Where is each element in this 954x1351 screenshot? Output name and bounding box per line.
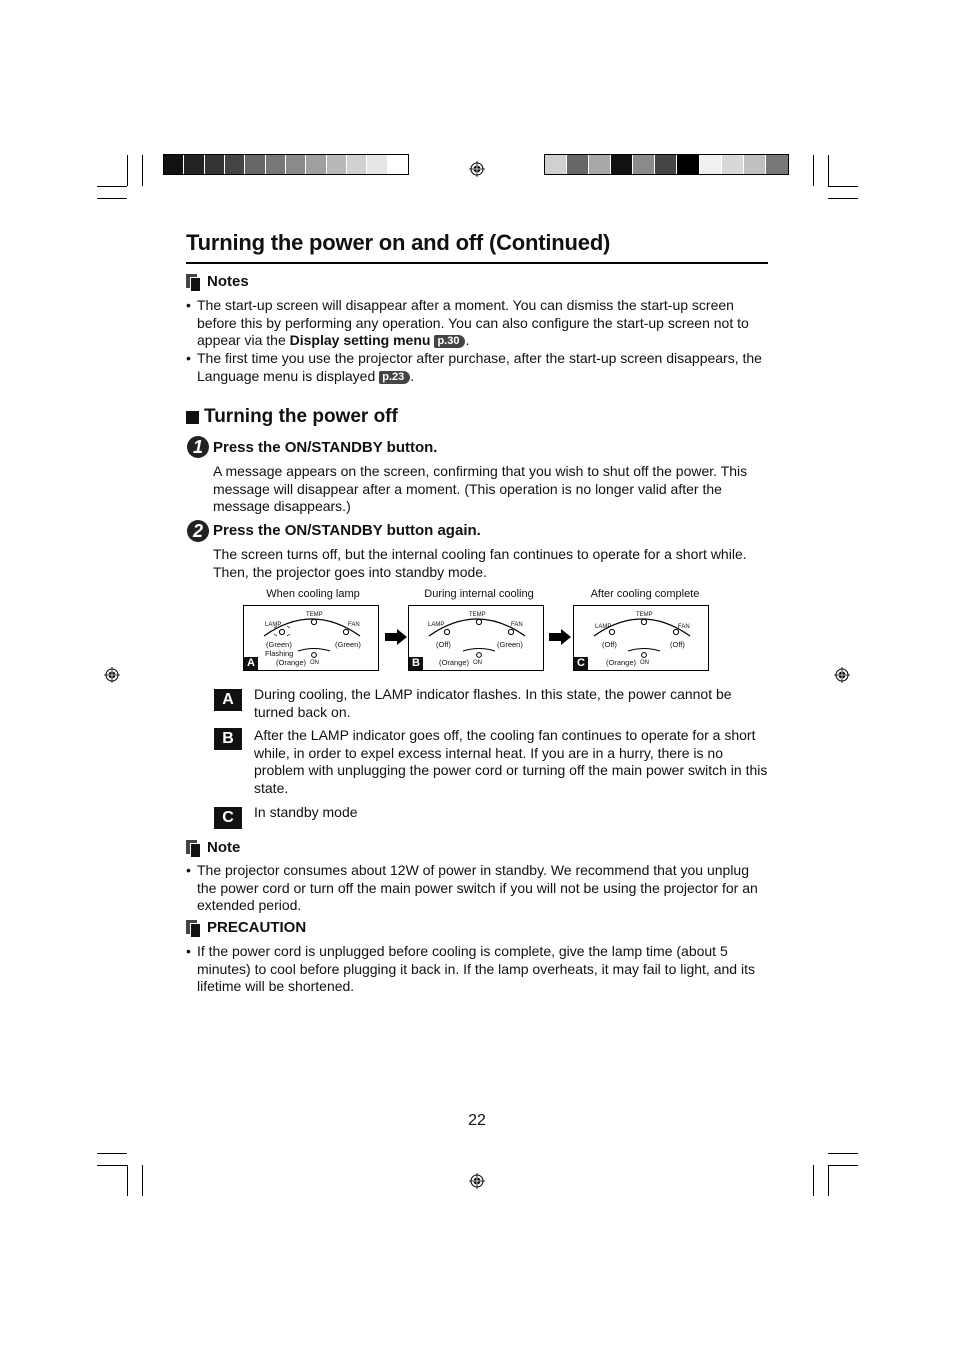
panel-letter-c: C xyxy=(574,657,588,670)
color-swatch xyxy=(184,155,204,174)
explanation-letter-a: A xyxy=(214,689,242,711)
crop-mark xyxy=(828,186,858,187)
panel-caption-b: During internal cooling xyxy=(424,588,534,600)
indicator-panel-a xyxy=(243,605,379,671)
registration-mark-icon xyxy=(469,1173,485,1189)
crop-mark xyxy=(142,1165,143,1196)
note-item-text: The projector consumes about 12W of power in standby. We recommend that you unplug the power cord or turn off the main power switch if you will not be using the projector for an extended period. xyxy=(197,862,758,913)
color-swatch xyxy=(367,155,387,174)
lamp-state: (Green) xyxy=(266,640,292,649)
section-heading-label: Turning the power off xyxy=(204,406,398,427)
color-bar-right xyxy=(544,154,789,175)
lamp-label: LAMP xyxy=(595,624,612,630)
crop-mark xyxy=(828,198,858,199)
notes-item-text-part: . xyxy=(410,367,415,384)
note-icon xyxy=(186,274,200,290)
lamp-label: LAMP xyxy=(265,622,282,628)
color-swatch xyxy=(611,155,633,174)
on-state: (Orange) xyxy=(276,658,307,667)
panel-letter-b: B xyxy=(409,657,423,670)
explanation-text-c: In standby mode xyxy=(254,804,358,820)
page-ref-badge: p.23 xyxy=(379,371,410,384)
fan-label: FAN xyxy=(348,622,360,628)
notes-item xyxy=(186,297,768,350)
color-swatch xyxy=(205,155,225,174)
step-title-2: Press the ON/STANDBY button again. xyxy=(213,522,481,539)
note-icon xyxy=(186,840,200,856)
color-swatch xyxy=(766,155,788,174)
crop-mark xyxy=(97,1153,127,1154)
page-ref-badge: p.30 xyxy=(434,335,465,348)
fan-state: (Green) xyxy=(497,640,523,649)
color-bar-left xyxy=(163,154,409,175)
note-heading-label: Note xyxy=(207,839,241,856)
note-item xyxy=(186,862,768,915)
color-swatch xyxy=(633,155,655,174)
indicator-panel-c xyxy=(573,605,709,671)
right-arrow-icon xyxy=(549,629,571,645)
color-swatch xyxy=(266,155,286,174)
crop-mark xyxy=(828,1165,829,1196)
color-swatch xyxy=(567,155,589,174)
registration-mark-icon xyxy=(104,667,120,683)
color-swatch xyxy=(744,155,766,174)
display-setting-menu-link: Display setting menu xyxy=(289,332,431,348)
on-label: ON xyxy=(640,660,649,666)
temp-label: TEMP xyxy=(469,612,486,618)
step-body-1: A message appears on the screen, confirming that you wish to shut off the power. This message will disappear after a moment. (This operation is no longer valid after the message disappears.) xyxy=(213,463,748,514)
right-arrow-icon xyxy=(385,629,407,645)
crop-mark xyxy=(97,186,127,187)
bullet-dot: • xyxy=(186,862,191,878)
lamp-state: (Off) xyxy=(436,640,451,649)
page-title: Turning the power on and off (Continued) xyxy=(186,230,611,255)
crop-mark xyxy=(813,155,814,186)
crop-mark xyxy=(97,198,127,199)
notes-heading-label: Notes xyxy=(207,273,249,290)
on-label: ON xyxy=(473,660,482,666)
step-number-2: 2 xyxy=(187,520,209,542)
temp-label: TEMP xyxy=(306,612,323,618)
color-swatch xyxy=(286,155,306,174)
step-title-1: Press the ON/STANDBY button. xyxy=(213,439,438,456)
fan-state: (Off) xyxy=(670,640,685,649)
note-icon xyxy=(186,920,200,936)
square-bullet-icon xyxy=(186,411,199,424)
crop-mark xyxy=(97,1165,127,1166)
note-heading xyxy=(186,839,240,856)
temp-label: TEMP xyxy=(636,612,653,618)
color-swatch xyxy=(655,155,677,174)
on-state: (Orange) xyxy=(439,658,470,667)
bullet-dot: • xyxy=(186,943,191,959)
crop-mark xyxy=(828,155,829,186)
notes-item-text xyxy=(197,297,768,350)
color-swatch xyxy=(327,155,347,174)
notes-item-text-part: The first time you use the projector after purchase, after the start-up screen disappears, the Language menu is displayed xyxy=(197,350,762,384)
panel-caption-a: When cooling lamp xyxy=(266,588,360,600)
precaution-heading-label: PRECAUTION xyxy=(207,919,307,936)
step-body-2: The screen turns off, but the internal cooling fan continues to operate for a short while. Then, the projector goes into standby mode. xyxy=(213,546,747,580)
color-swatch xyxy=(306,155,326,174)
explanation-letter-b: B xyxy=(214,728,242,750)
panel-caption-c: After cooling complete xyxy=(590,588,700,600)
notes-item-text-part: . xyxy=(465,332,470,348)
color-swatch xyxy=(589,155,611,174)
crop-mark xyxy=(142,155,143,186)
on-state: (Orange) xyxy=(606,658,637,667)
explanation-letter-c: C xyxy=(214,807,242,829)
color-swatch xyxy=(388,155,408,174)
color-swatch xyxy=(164,155,184,174)
fan-state: (Green) xyxy=(335,640,361,649)
crop-mark xyxy=(828,1165,858,1166)
fan-label: FAN xyxy=(678,624,690,630)
color-swatch xyxy=(545,155,567,174)
crop-mark xyxy=(127,1165,128,1196)
lamp-state-flashing: Flashing xyxy=(265,649,294,658)
registration-mark-icon xyxy=(834,667,850,683)
precaution-item-text: If the power cord is unplugged before cooling is complete, give the lamp time (about 5 minutes) to cool before plugging it back in. If the lamp overheats, it may fail to light, and its lifetime will be shortened. xyxy=(197,943,755,994)
fan-label: FAN xyxy=(511,622,523,628)
color-swatch xyxy=(245,155,265,174)
precaution-heading xyxy=(186,919,306,936)
bullet-dot: • xyxy=(186,350,191,366)
crop-mark xyxy=(127,155,128,186)
bullet-dot: • xyxy=(186,297,191,313)
color-swatch xyxy=(700,155,722,174)
section-heading xyxy=(186,406,398,428)
color-swatch xyxy=(347,155,367,174)
notes-item xyxy=(186,350,768,385)
indicator-panel-b xyxy=(408,605,544,671)
color-swatch xyxy=(225,155,245,174)
notes-heading xyxy=(186,273,249,290)
explanation-text-b: After the LAMP indicator goes off, the cooling fan continues to operate for a short while, in order to expel excess internal heat. If you are in a hurry, there is no problem with unplugging the power cord or turning off the main power switch in this state. xyxy=(254,727,768,796)
step-number-1: 1 xyxy=(187,436,209,458)
page-number: 22 xyxy=(468,1112,486,1129)
notes-item-text-part: The start-up screen will disappear after a moment. You can dismiss the start-up screen before this by performing any operation. You can also configure the start-up screen not to appear via the xyxy=(197,297,749,348)
panel-letter-a: A xyxy=(244,657,258,670)
notes-item-text xyxy=(197,350,768,385)
crop-mark xyxy=(828,1153,858,1154)
color-swatch xyxy=(677,155,699,174)
registration-mark-icon xyxy=(469,161,485,177)
explanation-text-a: During cooling, the LAMP indicator flashes. In this state, the power cannot be turned back on. xyxy=(254,686,732,720)
crop-mark xyxy=(813,1165,814,1196)
on-label: ON xyxy=(310,660,319,666)
color-swatch xyxy=(722,155,744,174)
title-rule xyxy=(186,262,768,264)
lamp-state: (Off) xyxy=(602,640,617,649)
lamp-label: LAMP xyxy=(428,622,445,628)
precaution-item xyxy=(186,943,768,996)
